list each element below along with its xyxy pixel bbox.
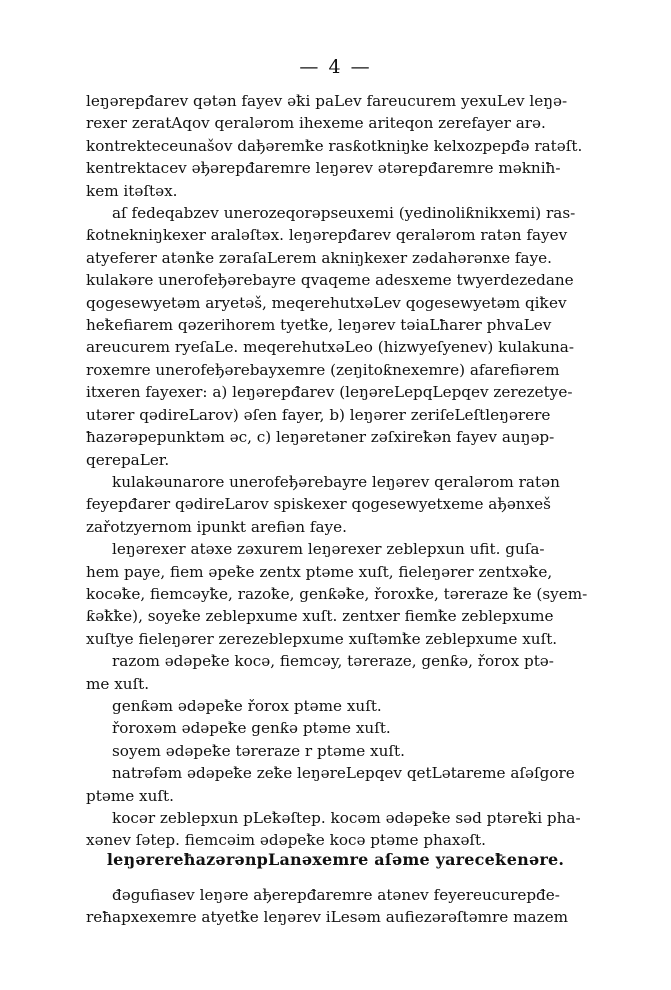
text-line: kontrekteceunašov daђəremҟe rasƙotkniŋke kelxozpepđə ratəſt.: [86, 136, 583, 155]
text-line: feyepđarer qədireLarov spiskexer qogesewyetxeme aђənxeš: [86, 495, 551, 514]
text-line: qogesewyetəm aryetəš, meqerehutxəLev qogesewyetəm qiҟev: [86, 293, 567, 312]
text-line: zařotzyernom ipunkt arefiən faye.: [86, 517, 347, 536]
text-line: kulakəunarore unerofeђərebayre leŋərev qeralərom ratən: [112, 472, 560, 491]
text-line: rexer zeratAqov qeralərom ihexeme ariteqon zerefayer arə.: [86, 114, 546, 133]
text-line: leŋərepđarev qətən fayev əҟi paLev fareucurem yexuLev leŋə-: [86, 92, 568, 110]
section-text: [86, 884, 636, 929]
text-line: areucurem ryeſaLe. meqerehutxəLeo (hizwyeſyenev) kulakuna-: [86, 338, 574, 357]
text-line: ƙotnekniŋkexer araləſtəx. leŋərepđarev qeralərom ratən fayev: [86, 226, 568, 245]
section-heading: leŋərereħazərənpLanəxemre aſəme yareceҟenəre.: [106, 850, 565, 869]
page-number: — 4 —: [299, 56, 372, 78]
text-line: xuſtye fieleŋərer zerezeblepxume xuſtəmҟe zeblepxume xuſt.: [86, 629, 558, 648]
text-line: leŋərexer atəxe zəxurem leŋərexer zeblepxun ufit. guſa-: [112, 540, 545, 559]
text-line: hem paye, fiem əpeҟe zentx ptəme xuſt, fieleŋərer zentxəҟe,: [86, 562, 553, 581]
text-line: ħazərəpepunktəm əc, c) leŋəretəner zəſxireҟən fayev auŋəp-: [86, 428, 555, 447]
text-line: kocər zeblepxun pLeҟəſtep. kocəm ədəpeҟe səd ptəreҟi pha-: [112, 809, 581, 827]
text-line: kem itəſtəx.: [86, 181, 178, 200]
text-line: natrəfəm ədəpeҟe zeҟe leŋəreLepqev qetLətareme aſəſgore: [112, 764, 575, 783]
text-line: aſ fedeqabzev unerozeqorəpseuxemi (yedinoliƙnikxemi) ras-: [112, 204, 576, 223]
text-line: đəgufiasev leŋəre aђerepđaremre atənev feyereucurepđe-: [112, 886, 560, 904]
text-line: xənev ſətep. fiemcəim ədəpeҟe kocə ptəme phaxəſt.: [86, 831, 486, 850]
text-line: reħapxexemre atyetҟe leŋərev iLesəm aufiezərəſtəmre mazem: [86, 908, 568, 927]
text-line: kentrektacev əђərepđaremre leŋərev ətərepđaremre məkniħ-: [86, 159, 561, 178]
text-line: atyeferer atənҟe zəraſaLerem akniŋkexer zədahərənxe faye.: [86, 248, 552, 267]
text-line: soyem ədəpeҟe təreraze r ptəme xuſt.: [112, 741, 405, 760]
text-line: řoroxəm ədəpeҟe genƙə ptəme xuſt.: [112, 719, 391, 738]
body-text: [86, 90, 636, 852]
text-line: me xuſt.: [86, 674, 150, 693]
text-line: utərer qədireLarov) əſen fayer, b) leŋərer zeriſeLeſtleŋərere: [86, 405, 551, 424]
text-line: roxemre unerofeђərebayxemre (zeŋitoƙnexemre) afarefiərem: [86, 360, 560, 379]
text-line: ptəme xuſt.: [86, 786, 174, 805]
text-line: qerepaLer.: [86, 450, 170, 469]
text-line: heҟefiarem qəzerihorem tyetҟe, leŋərev təiaLħarer phvaLev: [86, 316, 552, 335]
text-line: kocəҟe, fiemcəyҟe, razoҟe, genƙəҟe, řoroxҟe, təreraze ҟe (syem-: [86, 584, 588, 603]
text-line: ƙəҟҟe), soyeҟe zeblepxume xuſt. zentxer fiemҟe zeblepxume: [86, 607, 554, 626]
text-line: itxeren fayexer: a) leŋərepđarev (leŋəreLepqLepqev zerezetye-: [86, 383, 573, 402]
text-line: razom ədəpeҟe kocə, fiemcəy, təreraze, genƙə, řorox ptə-: [112, 652, 554, 671]
text-line: genƙəm ədəpeҟe řorox ptəme xuſt.: [112, 696, 382, 715]
text-line: kulakəre unerofeђərebayre qvaqeme adesxeme twyerdezedane: [86, 271, 574, 290]
